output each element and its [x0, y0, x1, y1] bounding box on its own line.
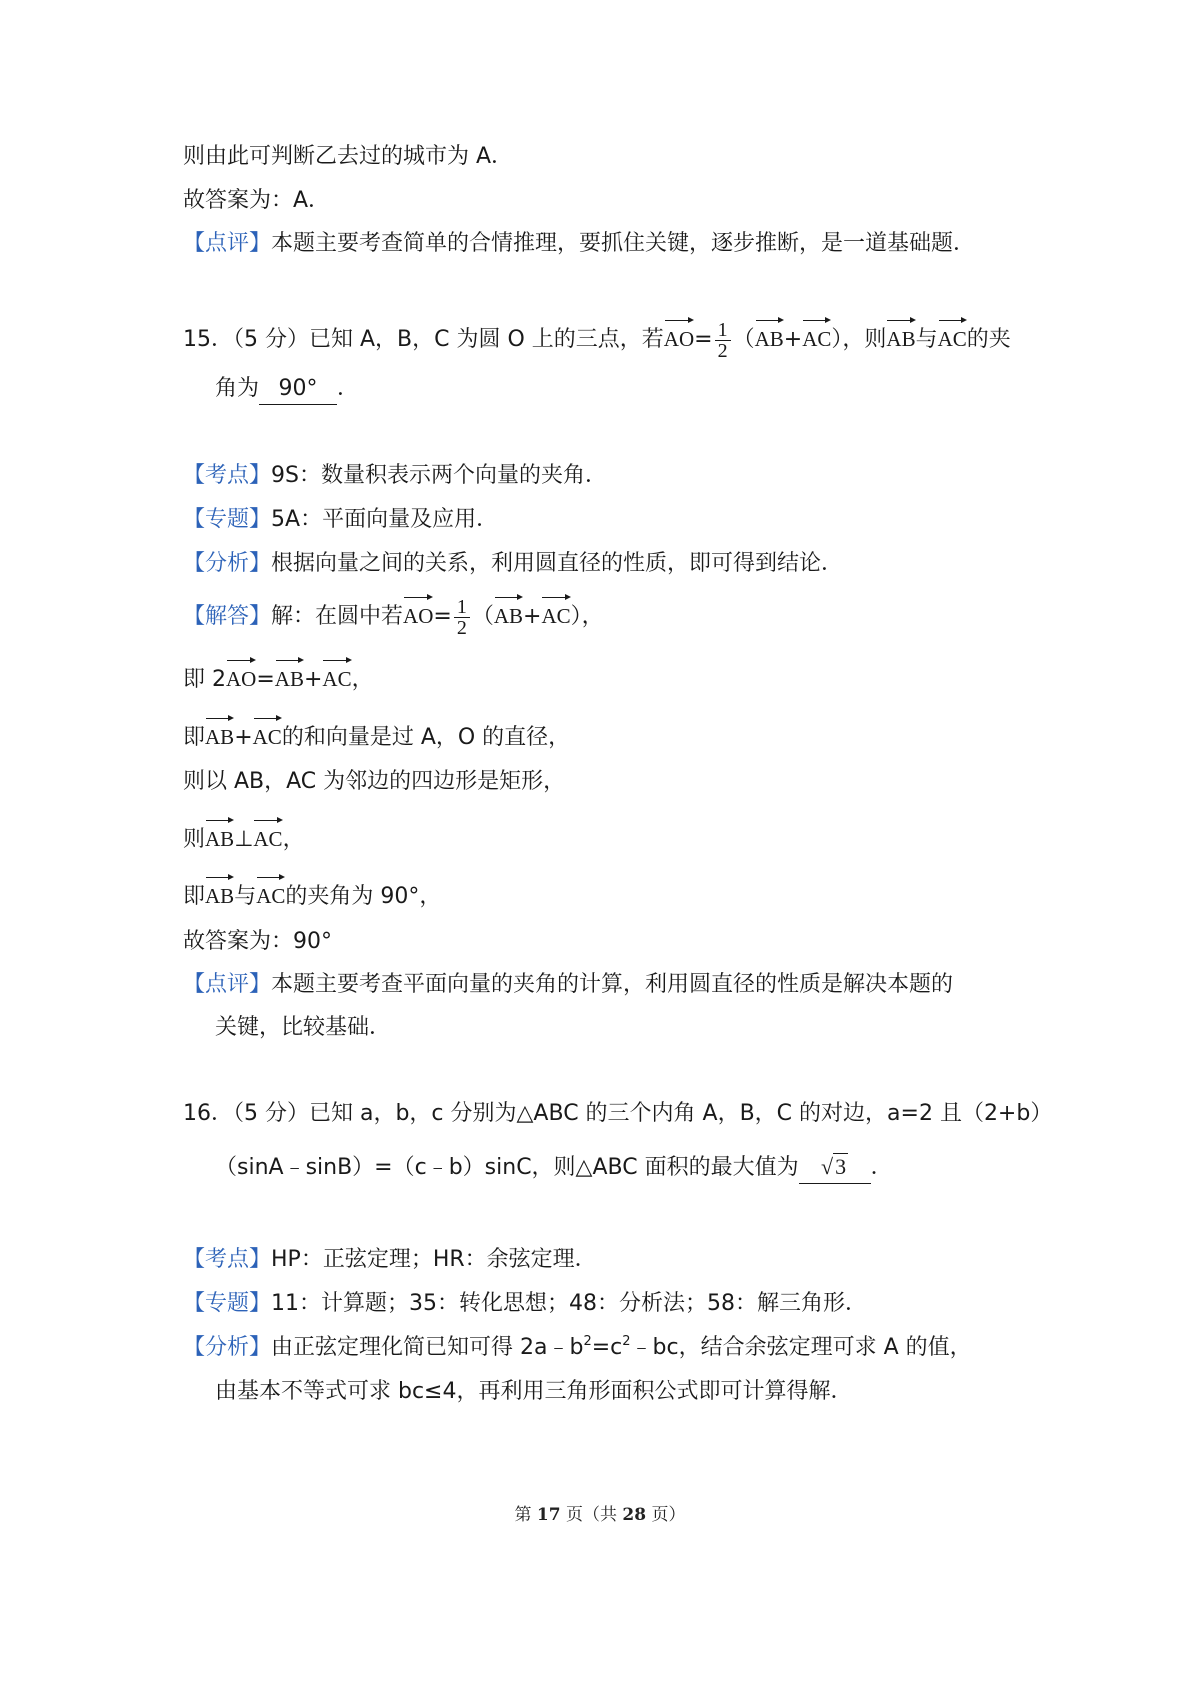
question-16-line-1: 16．（5 分）已知 a，b，c 分别为△ABC 的三个内角 A，B，C 的对边，a=2 且（2+b）: [183, 1101, 1053, 1126]
fraction-one-half: $\frac{1}{2}$: [454, 597, 470, 638]
answer-blank: 90°: [259, 374, 337, 405]
page-total: 28: [622, 1505, 647, 1525]
solution-line: 则AB⊥AC，: [183, 818, 305, 855]
review-line: 关键，比较基础．: [215, 1015, 392, 1040]
solution-line: 即AB+AC的和向量是过 A，O 的直径，: [183, 716, 570, 753]
kaodian-line: 【考点】9S：数量积表示两个向量的夹角．: [183, 463, 607, 488]
vector-ac: AC: [802, 318, 831, 354]
solution-line: 即AB与AC的夹角为 90°，: [183, 875, 441, 912]
solution-line: 故答案为：90°: [183, 929, 332, 954]
question-15-line-2: 角为 90° ．: [215, 374, 359, 405]
vector-ab: AB: [886, 318, 915, 354]
jieda-line: 【解答】解：在圆中若AO= $\frac{1}{2}$ （AB+AC），: [183, 595, 604, 639]
fenxi-line: 【分析】根据向量之间的关系，利用圆直径的性质，即可得到结论．: [183, 551, 844, 576]
sqrt-answer: √3: [821, 1154, 847, 1179]
fenxi-line: 【分析】由正弦定理化简已知可得 $2a﹣b^2=c^2﹣bc$，结合余弦定理可求 A 的值，: [183, 1334, 972, 1360]
fraction-one-half: $\frac{1}{2}$: [715, 320, 731, 361]
solution-line: 则以 AB，AC 为邻边的四边形是矩形，: [183, 769, 566, 794]
vector-ao: AO: [664, 318, 694, 354]
fenxi-line: 由基本不等式可求 bc≤4，再利用三角形面积公式即可计算得解．: [215, 1379, 853, 1404]
kaodian-line: 【考点】HP：正弦定理；HR：余弦定理．: [183, 1247, 597, 1272]
review-line: 【点评】本题主要考查平面向量的夹角的计算，利用圆直径的性质是解决本题的: [183, 972, 954, 997]
review-tag: 【点评】: [183, 231, 272, 256]
review-line: [183, 229, 975, 259]
vector-ac: AC: [938, 318, 967, 354]
vector-ab: AB: [755, 318, 784, 354]
zhuanti-line: 【专题】11：计算题；35：转化思想；48：分析法；58：解三角形．: [183, 1291, 867, 1316]
review-text: 本题主要考查简单的合情推理，要抓住关键，逐步推断，是一道基础题．: [271, 231, 976, 256]
page-footer: 第 17 页（共 28 页）: [514, 1505, 686, 1525]
answer-blank: [799, 1152, 871, 1184]
page-number: 17: [536, 1505, 561, 1525]
text-line: 则由此可判断乙去过的城市为 A．: [183, 144, 514, 169]
question-15-line-1: 15．（5 分）已知 A，B，C 为圆 O 上的三点，若AO= $\frac{1}{2}$ （AB+AC），则AB与AC的夹: [183, 318, 1011, 362]
text-line: 故答案为：A．: [183, 188, 331, 213]
question-16-line-2: （sinA﹣sinB）=（c﹣b）sinC，则△ABC 面积的最大值为 √3 ．: [215, 1152, 893, 1184]
zhuanti-line: 【专题】5A：平面向量及应用．: [183, 507, 499, 532]
solution-line: 即 2AO=AB+AC，: [183, 658, 374, 695]
